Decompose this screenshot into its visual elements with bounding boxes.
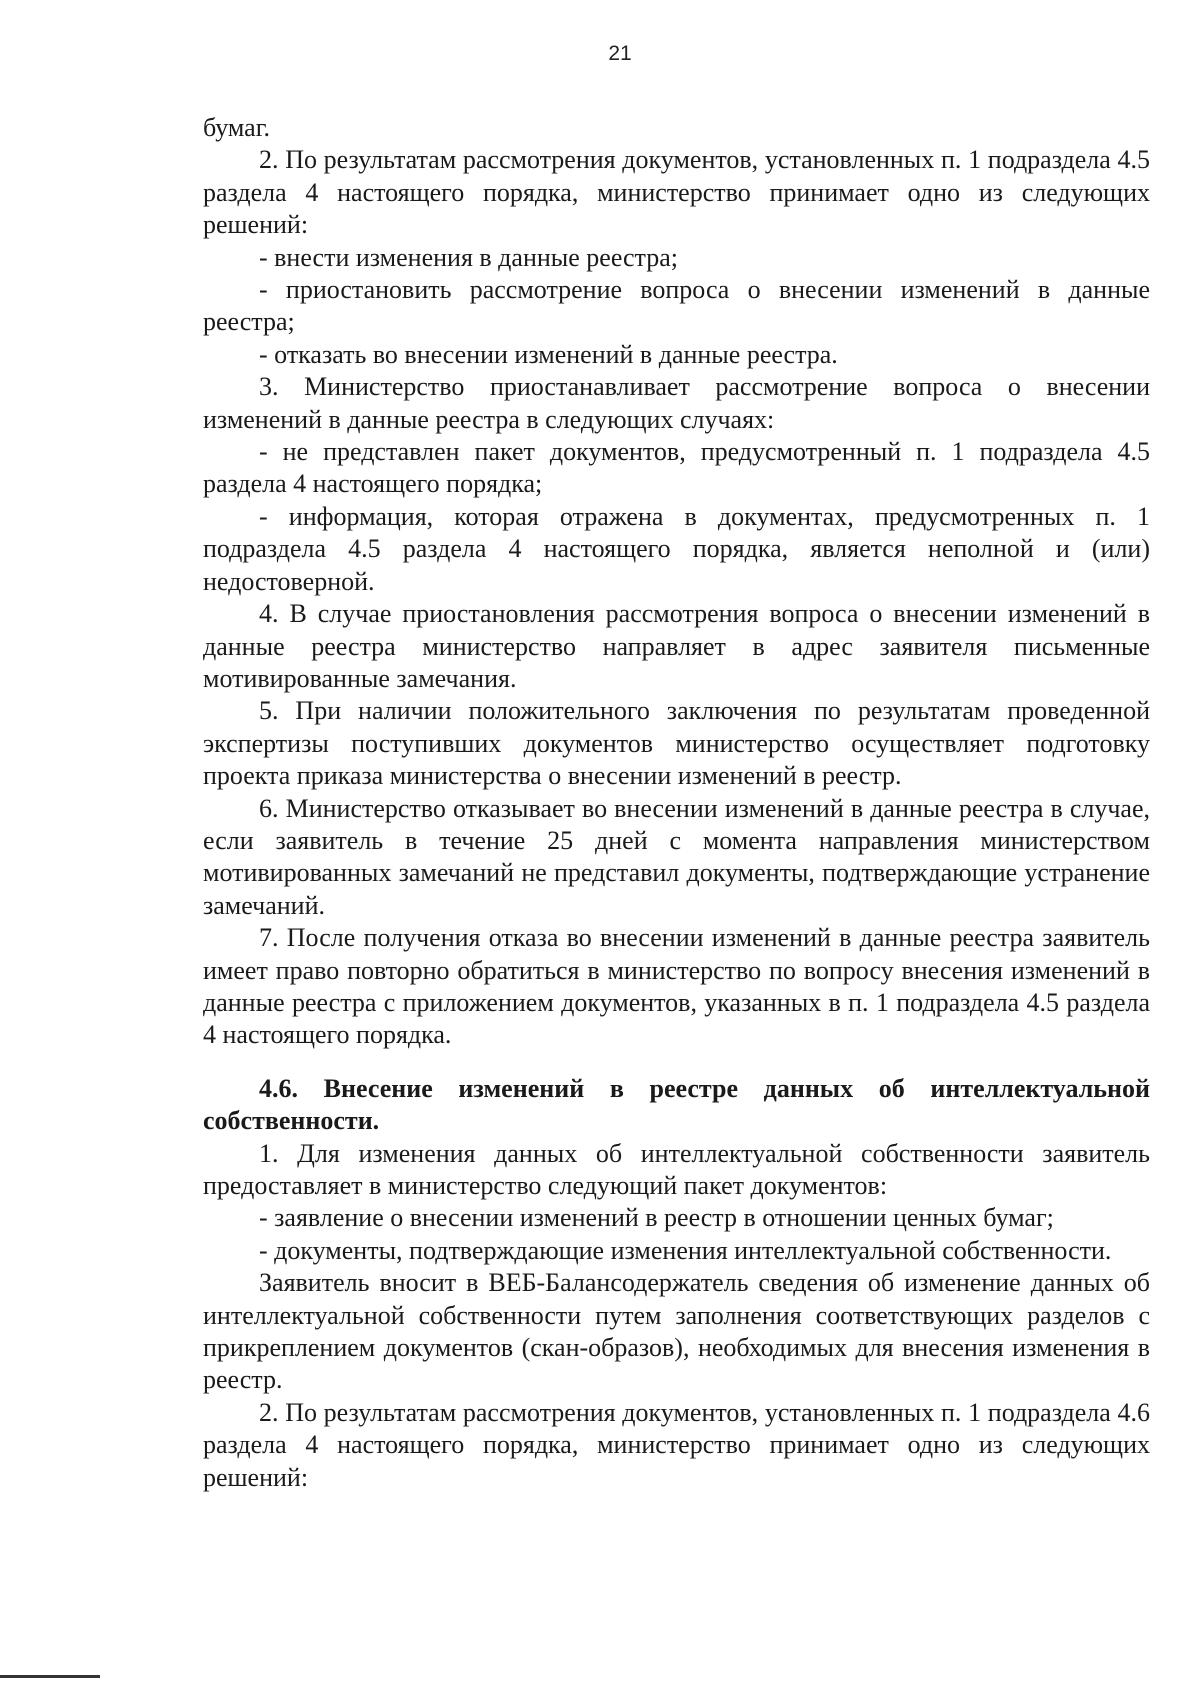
paragraphs-before [203, 112, 1150, 1052]
paragraph: - внести изменения в данные реестра; [259, 242, 678, 272]
section-heading: 4.6. Внесение изменений в реестре данных об интеллектуальной собственности. [203, 1073, 1150, 1136]
paragraph: - не представлен пакет документов, предусмотренный п. 1 подраздела 4.5 раздела 4 настоящего порядка; [203, 437, 1150, 499]
paragraph: - заявление о внесении изменений в реестр в отношении ценных бумаг; [259, 1203, 1054, 1233]
paragraph: 1. Для изменения данных об интеллектуальной собственности заявитель предоставляет в министерство следующий пакет документов: [203, 1138, 1150, 1200]
paragraph: бумаг. [203, 113, 270, 142]
paragraph: 7. После получения отказа во внесении изменений в данные реестра заявитель имеет право повторно обратиться в министерство по вопросу внесения изменений в данные реестра с приложением документов, указанных в п. 1 подраздела 4.5 раздела 4 настоящего порядка. [203, 923, 1150, 1050]
paragraph: 4. В случае приостановления рассмотрения вопроса о внесении изменений в данные реестра министерство направляет в адрес заявителя письменные мотивированные замечания. [203, 599, 1150, 693]
paragraph: 3. Министерство приостанавливает рассмотрение вопроса о внесении изменений в данные реестра в следующих случаях: [203, 372, 1150, 434]
paragraph: - документы, подтверждающие изменения интеллектуальной собственности. [259, 1235, 1112, 1265]
page-number: 21 [608, 42, 632, 65]
paragraph: Заявитель вносит в ВЕБ-Балансодержатель сведения об изменение данных об интеллектуальной собственности путем заполнения соответствующих разделов с прикреплением документов (скан-образов), необходимых для внесения изменения в реестр. [203, 1268, 1150, 1395]
paragraph: 2. По результатам рассмотрения документов, установленных п. 1 подраздела 4.5 раздела 4 настоящего порядка, министерство принимает одно из следующих решений: [203, 145, 1150, 240]
paragraph: - приостановить рассмотрение вопроса о внесении изменений в данные реестра; [203, 275, 1150, 337]
paragraph: - информация, которая отражена в документах, предусмотренных п. 1 подраздела 4.5 раздела 4 настоящего порядка, является неполной и (или) недостоверной. [203, 501, 1150, 596]
paragraphs-after [203, 1138, 1150, 1494]
bottom-rule [0, 1675, 100, 1678]
paragraph: 5. При наличии положительного заключения по результатам проведенной экспертизы поступивших документов министерство осуществляет подготовку проекта приказа министерства о внесении изменений в реестр. [203, 696, 1150, 791]
paragraph: - отказать во внесении изменений в данные реестра. [259, 339, 838, 369]
paragraph: 2. По результатам рассмотрения документов, установленных п. 1 подраздела 4.6 раздела 4 настоящего порядка, министерство принимает одно из следующих решений: [203, 1397, 1150, 1492]
paragraph: 6. Министерство отказывает во внесении изменений в данные реестра в случае, если заявитель в течение 25 дней с момента направления министерством мотивированных замечаний не представил документы, подтверждающие устранение замечаний. [203, 793, 1150, 920]
document-body [203, 112, 1150, 1494]
